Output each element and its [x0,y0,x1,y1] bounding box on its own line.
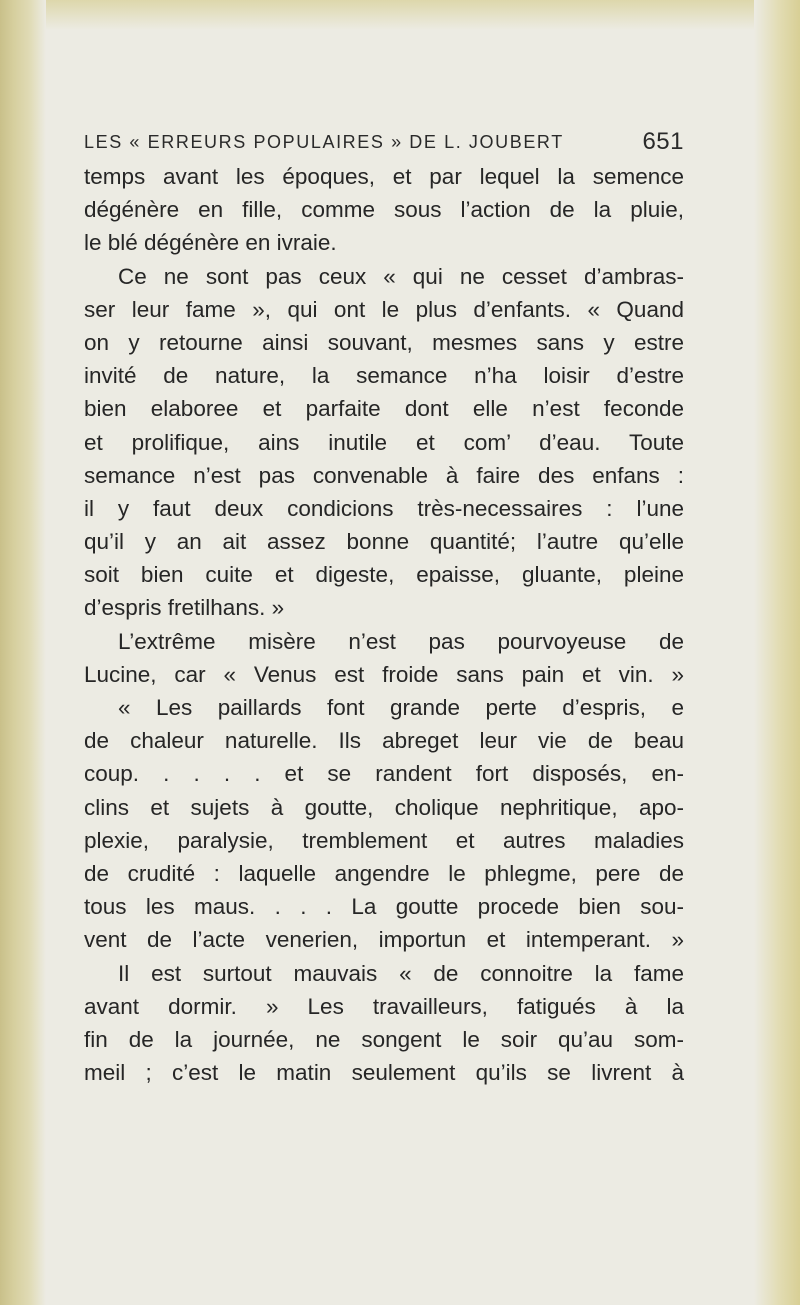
text-line: coup. . . . . et se randent fort disposés, en- [84,761,684,787]
text-line: semance n’est pas convenable à faire des enfans : [84,462,684,488]
text-line: bien elaboree et parfaite dont elle n’est feconde [84,396,684,422]
text-line: Lucine, car « Venus est froide sans pain et vin. » [84,661,684,687]
text-line: invité de nature, la semance n’ha loisir d’estre [84,363,684,389]
text-line: on y retourne ainsi souvant, mesmes sans y estre [84,329,684,355]
page-right-edge [754,0,800,1305]
text-line: Il est surtout mauvais « de connoitre la fame [118,960,684,986]
text-line: d’espris fretilhans. » [84,595,285,621]
text-line: soit bien cuite et digeste, epaisse, gluante, pleine [84,562,684,588]
text-line: il y faut deux condicions très-necessaires : l’une [84,495,684,521]
text-line: ser leur fame », qui ont le plus d’enfants. « Quand [84,296,684,322]
text-line: temps avant les époques, et par lequel la semence [84,164,684,189]
text-line: clins et sujets à goutte, cholique nephritique, apo- [84,794,684,820]
running-head-title: LES « ERREURS POPULAIRES » DE L. JOUBERT [84,132,564,152]
text-line: de chaleur naturelle. Ils abreget leur vie de beau [84,728,684,754]
page-number: 651 [642,128,684,155]
text-line: L’extrême misère n’est pas pourvoyeuse de [118,628,684,654]
text-line: qu’il y an ait assez bonne quantité; l’autre qu’elle [84,529,684,555]
text-line: avant dormir. » Les travailleurs, fatigués à la [84,993,684,1019]
text-line: fin de la journée, ne songent le soir qu’au som- [84,1026,684,1052]
text-line: Ce ne sont pas ceux « qui ne cesset d’ambras- [118,263,684,289]
text-line: dégénère en fille, comme sous l’action de la pluie, [84,197,684,223]
body-text [84,160,684,1089]
text-line: le blé dégénère en ivraie. [84,230,337,256]
book-spine-shadow [0,0,46,1305]
text-line: vent de l’acte venerien, importun et intemperant. » [84,927,684,953]
text-line: de crudité : laquelle angendre le phlegme, pere de [84,860,684,886]
running-head [84,128,684,160]
text-line: tous les maus. . . . La goutte procede bien sou- [84,894,684,920]
text-line: « Les paillards font grande perte d’espris, e [118,695,684,720]
page-top-edge [0,0,800,30]
text-line: meil ; c’est le matin seulement qu’ils se livrent à [84,1060,684,1086]
text-line: plexie, paralysie, tremblement et autres maladies [84,827,684,853]
text-line: et prolifique, ains inutile et com’ d’eau. Toute [84,429,684,455]
